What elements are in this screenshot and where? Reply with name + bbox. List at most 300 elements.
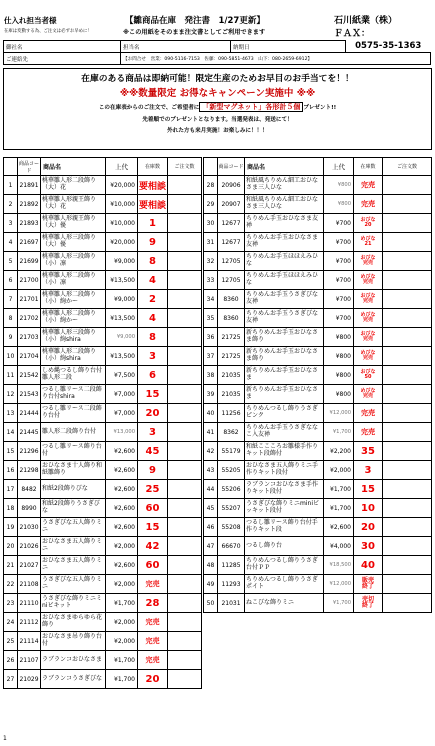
product-price: ¥9,000 (106, 290, 138, 309)
order-quantity-cell[interactable] (168, 328, 202, 347)
product-code: 21110 (18, 594, 41, 613)
product-price: ¥20,000 (106, 176, 138, 195)
order-quantity-cell[interactable] (383, 385, 432, 404)
order-quantity-cell[interactable] (383, 404, 432, 423)
product-name: 新ちりめんお手玉おひなさま飾り (245, 347, 324, 366)
product-name: 和紙ここころお雛様手作りキット段飾付 (245, 442, 324, 461)
product-price: ¥2,600 (106, 518, 138, 537)
order-quantity-cell[interactable] (168, 651, 202, 670)
stock-status: おびな 完売 (354, 290, 383, 309)
product-price: ¥7,500 (106, 366, 138, 385)
product-price: ¥2,600 (106, 461, 138, 480)
table-row (204, 537, 432, 556)
order-quantity-cell[interactable] (168, 290, 202, 309)
table-row (204, 442, 432, 461)
stock-status: 完売 (354, 176, 383, 195)
table-row (204, 461, 432, 480)
order-quantity-cell[interactable] (168, 556, 202, 575)
row-number: 27 (4, 670, 18, 689)
product-code: 8360 (218, 309, 245, 328)
order-quantity-cell[interactable] (168, 461, 202, 480)
table-row (204, 252, 432, 271)
order-quantity-cell[interactable] (168, 176, 202, 195)
fax-number: 0575-35-1363 (355, 41, 422, 52)
product-name: おひなさま五人飾りミニ (41, 537, 106, 556)
recipient-title: 仕入れ担当者様 (4, 16, 57, 25)
product-code: 21704 (18, 347, 41, 366)
row-number: 30 (204, 214, 218, 233)
row-number: 16 (4, 461, 18, 480)
product-name: ちりめん手玉おひなさま友禅 (245, 214, 324, 233)
order-quantity-cell[interactable] (383, 366, 432, 385)
order-form (3, 40, 431, 64)
table-row (4, 537, 202, 556)
product-price: ¥2,000 (106, 537, 138, 556)
product-name: ちりめんお手玉うさぎななこ入友禅 (245, 423, 324, 442)
product-code: 20907 (218, 195, 245, 214)
row-number: 31 (204, 233, 218, 252)
row-number: 6 (4, 271, 18, 290)
order-quantity-cell[interactable] (383, 290, 432, 309)
table-row (4, 518, 202, 537)
product-code: 66670 (218, 537, 245, 556)
stock-status: 4 (138, 309, 168, 328)
product-price: ¥1,700 (106, 670, 138, 689)
product-price: ¥2,000 (106, 632, 138, 651)
product-code: 21543 (18, 385, 41, 404)
row-number: 42 (204, 442, 218, 461)
product-price: ¥7,000 (106, 385, 138, 404)
stock-status: 4 (138, 271, 168, 290)
order-quantity-cell[interactable] (383, 556, 432, 575)
row-number: 10 (4, 347, 18, 366)
product-price: ¥2,000 (106, 575, 138, 594)
notice-line-5: 外れた方も来月実施！お楽しみに！！！ (167, 128, 268, 135)
product-name: おひなさま五人飾りミニ手作りキット段付 (245, 461, 324, 480)
stock-status: めびな 完売 (354, 347, 383, 366)
product-name: おひなさまゆらゆら花飾り (41, 613, 106, 632)
product-name: うさぎびな飾りミニminiビッキット段付 (245, 499, 324, 518)
product-price: ¥13,500 (106, 309, 138, 328)
product-name: つるし雛リース二段飾り台付shira (41, 385, 106, 404)
stock-status: 15 (138, 385, 168, 404)
order-quantity-cell[interactable] (383, 271, 432, 290)
order-quantity-cell[interactable] (168, 404, 202, 423)
order-quantity-cell[interactable] (383, 442, 432, 461)
header-order: ご注文数 (168, 158, 202, 176)
order-quantity-cell[interactable] (383, 575, 432, 594)
product-name: うさぎびな飾りミニミniビキット (41, 594, 106, 613)
stock-status: 3 (138, 347, 168, 366)
table-row (204, 385, 432, 404)
stock-status: 40 (354, 556, 383, 575)
order-quantity-cell[interactable] (168, 442, 202, 461)
product-code: 21700 (18, 271, 41, 290)
table-row (204, 290, 432, 309)
table-row (4, 366, 202, 385)
table-row (204, 423, 432, 442)
stock-status: 45 (138, 442, 168, 461)
product-code: 8990 (18, 499, 41, 518)
stock-status: 20 (138, 404, 168, 423)
product-code: 55179 (218, 442, 245, 461)
product-price: ¥800 (324, 366, 354, 385)
row-number: 36 (204, 328, 218, 347)
order-quantity-cell[interactable] (168, 537, 202, 556)
order-quantity-cell[interactable] (168, 670, 202, 689)
order-quantity-cell[interactable] (383, 309, 432, 328)
notice-line-3: この在庫表からのご注文で、ご希望者に 「新型マグネット」各形計５個 プレゼント!! (98, 103, 337, 112)
product-code: 12677 (218, 214, 245, 233)
product-price: ¥1,700 (324, 499, 354, 518)
product-code: 21035 (218, 366, 245, 385)
product-price: ¥700 (324, 214, 354, 233)
product-code: 55207 (218, 499, 245, 518)
product-price: ¥700 (324, 271, 354, 290)
product-name: 和紙風ちりめん細工おひなさま三人ひな (245, 176, 324, 195)
row-number: 25 (4, 632, 18, 651)
stock-status: 6 (138, 366, 168, 385)
order-quantity-cell[interactable] (168, 252, 202, 271)
stock-status: 2 (138, 290, 168, 309)
product-name: うさぎびな五人飾りミニ (41, 575, 106, 594)
product-name: 和紙2段飾りびな (41, 480, 106, 499)
stock-status: 完売 (138, 651, 168, 670)
row-number: 3 (4, 214, 18, 233)
product-price: ¥800 (324, 385, 354, 404)
product-price: ¥7,000 (106, 404, 138, 423)
row-number: 49 (204, 575, 218, 594)
product-name: 新ちりめんお手玉おひなさま飾り (245, 328, 324, 347)
row-number: 21 (4, 556, 18, 575)
product-code: 21112 (18, 613, 41, 632)
stock-status: 20 (354, 518, 383, 537)
table-row (204, 366, 432, 385)
stock-status: 9 (138, 233, 168, 252)
order-quantity-cell[interactable] (383, 214, 432, 233)
order-quantity-cell[interactable] (168, 366, 202, 385)
stock-status: 完売 (354, 404, 383, 423)
row-number: 32 (204, 252, 218, 271)
order-quantity-cell[interactable] (168, 423, 202, 442)
product-name: ねこびな飾りミニ (245, 594, 324, 613)
notice-line-4: 先着順でのプレゼントとなります。当選発表は、発送にて！ (142, 116, 293, 123)
row-number: 14 (4, 423, 18, 442)
product-name: おひなさま五人飾りミニ (41, 556, 106, 575)
product-code: 21026 (18, 537, 41, 556)
order-quantity-cell[interactable] (168, 195, 202, 214)
delivery-date-field[interactable]: 納期日 (231, 41, 346, 53)
row-number: 23 (4, 594, 18, 613)
order-quantity-cell[interactable] (168, 271, 202, 290)
stock-status: 60 (138, 556, 168, 575)
order-quantity-cell[interactable] (383, 480, 432, 499)
stock-status: 販売 終了 (354, 575, 383, 594)
product-name: 桃華雛人形二段飾り（小）絢かー (41, 309, 106, 328)
product-name: おひなさま吊り飾り台付 (41, 632, 106, 651)
product-price: ¥2,600 (106, 442, 138, 461)
product-price: ¥800 (324, 328, 354, 347)
page-number: 1 (3, 735, 7, 742)
table-row (204, 195, 432, 214)
product-code: 8482 (18, 480, 41, 499)
stock-status: 1 (138, 214, 168, 233)
row-number: 4 (4, 233, 18, 252)
product-name: おひなさま十人飾り和紙雛飾り (41, 461, 106, 480)
stock-status: 35 (354, 442, 383, 461)
order-quantity-cell[interactable] (383, 537, 432, 556)
product-price: ¥2,600 (106, 556, 138, 575)
product-price: ¥12,000 (324, 404, 354, 423)
order-quantity-cell[interactable] (168, 309, 202, 328)
product-name: 新ちりめんお手玉おひなさま (245, 385, 324, 404)
person-name-field[interactable]: 担当名 (121, 41, 231, 53)
product-code: 21542 (18, 366, 41, 385)
order-quantity-cell[interactable] (168, 632, 202, 651)
order-quantity-cell[interactable] (383, 594, 432, 613)
stock-status: 15 (354, 480, 383, 499)
stock-status: 完売 (354, 423, 383, 442)
product-name: ちりめんお手玉うさぎびな友禅 (245, 290, 324, 309)
table-row (204, 518, 432, 537)
order-quantity-cell[interactable] (383, 176, 432, 195)
order-quantity-cell[interactable] (168, 214, 202, 233)
product-code: 8362 (218, 423, 245, 442)
row-number: 9 (4, 328, 18, 347)
product-code: 21296 (18, 442, 41, 461)
product-price: ¥18,500 (324, 556, 354, 575)
stock-status: めびな 完売 (354, 309, 383, 328)
product-name: ラブランコおひなさま (41, 651, 106, 670)
table-row (204, 575, 432, 594)
table-header (204, 158, 432, 176)
product-code: 21893 (18, 214, 41, 233)
table-row (204, 499, 432, 518)
product-price: ¥700 (324, 233, 354, 252)
row-number: 38 (204, 366, 218, 385)
stock-status: おびな 完売 (354, 328, 383, 347)
product-code: 21725 (218, 328, 245, 347)
stock-status: 完売 (138, 575, 168, 594)
product-name: 桃華雛人形二段飾り（小）絢shira (41, 347, 106, 366)
table-row (4, 480, 202, 499)
product-price: ¥4,000 (324, 537, 354, 556)
product-price: ¥800 (324, 347, 354, 366)
stock-status: 売切 終了 (354, 594, 383, 613)
row-number: 41 (204, 423, 218, 442)
header-code: 商品コード (218, 158, 245, 176)
product-name: つるし雛リース二段飾り台付 (41, 404, 106, 423)
order-quantity-cell[interactable] (383, 252, 432, 271)
stock-status: おびな 50 (354, 366, 383, 385)
table-row (4, 195, 202, 214)
product-code: 21030 (18, 518, 41, 537)
product-name: ちりめんお手玉おひなさま友禅 (245, 233, 324, 252)
order-quantity-cell[interactable] (383, 347, 432, 366)
row-number: 26 (4, 651, 18, 670)
order-quantity-cell[interactable] (168, 233, 202, 252)
row-number: 48 (204, 556, 218, 575)
notice-line-2: ※※数量限定 お得なキャンペーン実施中 ※※ (119, 87, 316, 99)
product-price: ¥2,000 (106, 613, 138, 632)
table-row (4, 271, 202, 290)
product-price: ¥800 (324, 176, 354, 195)
order-quantity-cell[interactable] (168, 613, 202, 632)
product-name: ちりめんつるし飾りうさぎ台付ＰＰ (245, 556, 324, 575)
order-quantity-cell[interactable] (383, 328, 432, 347)
product-code: 21703 (18, 328, 41, 347)
header-price: 上代 (106, 158, 138, 176)
row-number: 45 (204, 499, 218, 518)
product-price: ¥2,200 (324, 442, 354, 461)
table-row (4, 385, 202, 404)
product-price: ¥1,700 (324, 423, 354, 442)
document-title: 【雛商品在庫 発注書 1/27更新】 (125, 16, 265, 26)
stock-status: 30 (354, 537, 383, 556)
order-quantity-cell[interactable] (383, 423, 432, 442)
order-quantity-cell[interactable] (168, 347, 202, 366)
product-price: ¥800 (324, 195, 354, 214)
order-quantity-cell[interactable] (168, 385, 202, 404)
product-name: 和紙2段飾りうさぎびな (41, 499, 106, 518)
stock-status: 15 (138, 518, 168, 537)
product-code: 12705 (218, 271, 245, 290)
product-name: ちりめんお手玉ほほえみひな (245, 271, 324, 290)
product-name: 桃華雛人形三段飾り（大）優 (41, 233, 106, 252)
stock-status: 要相談 (138, 195, 168, 214)
product-price: ¥1,700 (106, 651, 138, 670)
product-name: ちりめんつるし飾りうさぎポイト (245, 575, 324, 594)
product-code: 11293 (218, 575, 245, 594)
order-quantity-cell[interactable] (168, 499, 202, 518)
product-name: 桃華雛人形二段飾り（小）凛 (41, 271, 106, 290)
table-row (4, 613, 202, 632)
campaign-notice (3, 68, 432, 150)
product-code: 21725 (218, 347, 245, 366)
stock-status: 完売 (138, 632, 168, 651)
product-code: 21445 (18, 423, 41, 442)
table-row (204, 556, 432, 575)
product-code: 21031 (218, 594, 245, 613)
row-number: 40 (204, 404, 218, 423)
stock-status: 完売 (354, 195, 383, 214)
usage-note: ※この用紙をそのまま注文書としてご利用できます (123, 29, 266, 36)
row-number: 8 (4, 309, 18, 328)
product-code: 21107 (18, 651, 41, 670)
shop-name-field[interactable]: 御社名 (4, 41, 121, 53)
product-code: 21027 (18, 556, 41, 575)
product-price: ¥700 (324, 252, 354, 271)
product-code: 21697 (18, 233, 41, 252)
product-code: 21029 (18, 670, 41, 689)
product-name: ラブランコうさぎびな (41, 670, 106, 689)
contact-field[interactable]: ご連絡先 (4, 53, 121, 65)
row-number: 17 (4, 480, 18, 499)
stock-status: 28 (138, 594, 168, 613)
product-price: ¥20,000 (106, 233, 138, 252)
row-number: 11 (4, 366, 18, 385)
row-number: 24 (4, 613, 18, 632)
stock-status: めびな 完売 (354, 385, 383, 404)
table-row (4, 347, 202, 366)
product-code: 12705 (218, 252, 245, 271)
product-name: しめ縄つるし飾り台付雛人形二段 (41, 366, 106, 385)
stock-status: おびな 完売 (354, 252, 383, 271)
product-code: 12677 (218, 233, 245, 252)
table-row (204, 214, 432, 233)
table-row (4, 423, 202, 442)
table-row (204, 309, 432, 328)
fax-label: ＦＡＸ： (334, 29, 371, 39)
product-price: ¥700 (324, 309, 354, 328)
stock-status: おびな 20 (354, 214, 383, 233)
row-number: 34 (204, 290, 218, 309)
row-number: 19 (4, 518, 18, 537)
product-table-left (3, 157, 202, 689)
table-row (4, 404, 202, 423)
product-price: ¥13,500 (106, 347, 138, 366)
stock-status: 9 (138, 461, 168, 480)
stock-status: 20 (138, 670, 168, 689)
order-quantity-cell[interactable] (383, 518, 432, 537)
product-price: ¥9,000 (106, 252, 138, 271)
table-row (4, 252, 202, 271)
order-quantity-cell[interactable] (383, 499, 432, 518)
product-name: 桃華雛人形二段飾り（小）絢かー (41, 290, 106, 309)
product-name: うさぎびな五人飾りミニ (41, 518, 106, 537)
table-row (204, 404, 432, 423)
product-name: 新ちりめんお手玉おひなさま (245, 366, 324, 385)
product-price: ¥13,000 (106, 423, 138, 442)
stock-status: めびな 完売 (354, 271, 383, 290)
company-name: 石川紙業（株） (334, 16, 398, 26)
product-price: ¥1,700 (324, 594, 354, 613)
order-quantity-cell[interactable] (168, 575, 202, 594)
row-number: 37 (204, 347, 218, 366)
order-quantity-cell[interactable] (383, 233, 432, 252)
contact-numbers: 【お問合せ 営業：090-5116-7153 佐藤：090-5851-4673 山下：080-2659-6912】 (121, 53, 431, 65)
product-price: ¥10,000 (106, 195, 138, 214)
header-stock: 在庫数 (354, 158, 383, 176)
stock-status: 8 (138, 328, 168, 347)
table-row (204, 347, 432, 366)
order-quantity-cell[interactable] (168, 594, 202, 613)
product-code: 8360 (218, 290, 245, 309)
product-price: ¥1,700 (106, 594, 138, 613)
order-quantity-cell[interactable] (168, 480, 202, 499)
product-name: 桃華雛人形親王飾り（大）花 (41, 195, 106, 214)
table-row (4, 670, 202, 689)
product-price: ¥2,600 (106, 480, 138, 499)
header-price: 上代 (324, 158, 354, 176)
table-header (4, 158, 202, 176)
row-number: 22 (4, 575, 18, 594)
order-quantity-cell[interactable] (383, 195, 432, 214)
row-number: 13 (4, 404, 18, 423)
stock-status: 3 (138, 423, 168, 442)
product-name: 和紙風ちりめん細工おひなさま三人ひな (245, 195, 324, 214)
product-name: つるし飾り台 (245, 537, 324, 556)
table-row (4, 461, 202, 480)
order-quantity-cell[interactable] (383, 461, 432, 480)
table-row (4, 594, 202, 613)
product-code: 11285 (218, 556, 245, 575)
product-code: 21114 (18, 632, 41, 651)
header-name: 商品名 (245, 158, 324, 176)
product-price: ¥10,000 (106, 214, 138, 233)
product-name: 雛人形二段飾り台付 (41, 423, 106, 442)
order-quantity-cell[interactable] (168, 518, 202, 537)
